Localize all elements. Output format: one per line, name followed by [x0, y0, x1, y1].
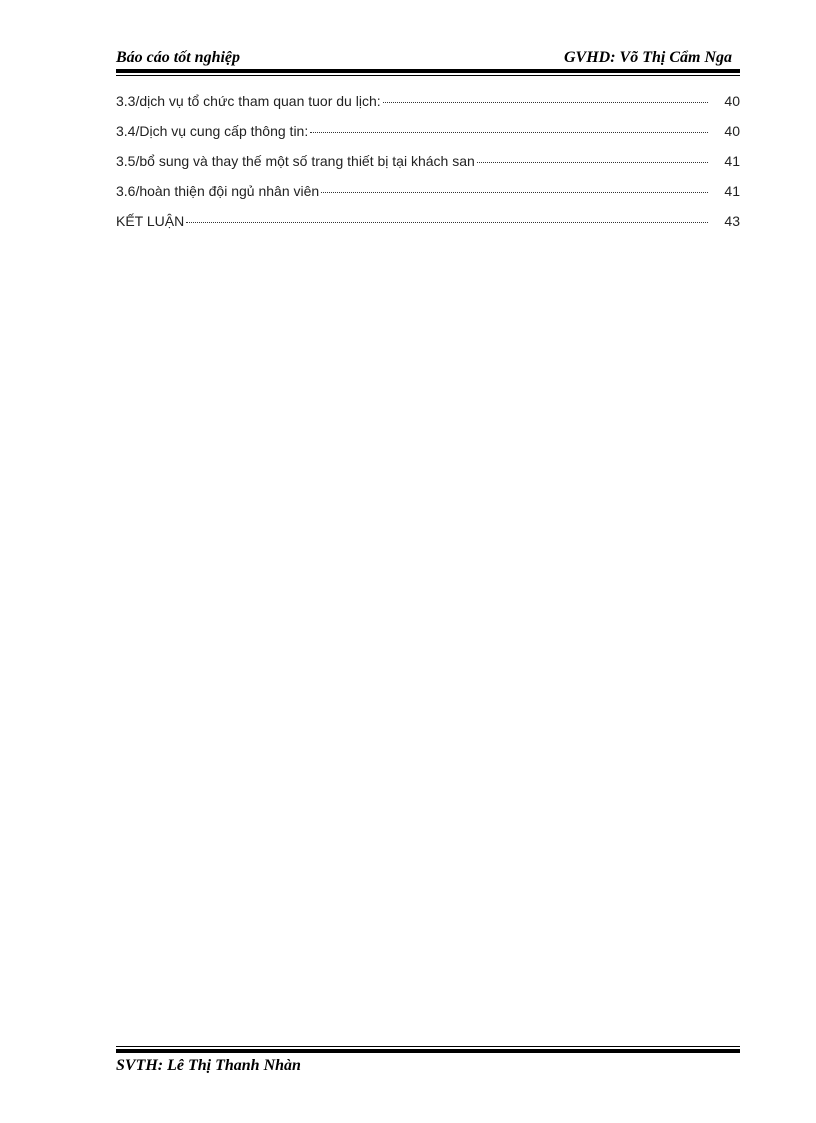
toc-entry-title: 3.5/bổ sung và thay thế một số trang thiết bị tại khách san [116, 153, 475, 169]
student-name: SVTH: Lê Thị Thanh Nhàn [116, 1057, 301, 1074]
footer-rule-thin [116, 1046, 740, 1047]
toc-dot-leader [186, 222, 708, 223]
toc-entry[interactable] [116, 213, 740, 243]
advisor-name: GVHD: Võ Thị Cẩm Nga [563, 49, 732, 66]
toc-dot-leader [321, 192, 708, 193]
page-header [116, 48, 740, 68]
toc-entry[interactable] [116, 93, 740, 123]
footer-rule-thick [116, 1049, 740, 1053]
toc-entry-title: 3.4/Dịch vụ cung cấp thông tin: [116, 123, 309, 139]
toc-entry-page: 41 [724, 153, 740, 169]
header-rule-thin [116, 75, 740, 76]
toc-entry[interactable] [116, 153, 740, 183]
toc-entry-title: 3.6/hoàn thiện đội ngủ nhân viên [116, 183, 320, 199]
toc-entry-title: KẾT LUẬN [116, 213, 185, 229]
toc-entry[interactable] [116, 183, 740, 213]
toc-entry-page: 40 [724, 93, 740, 109]
toc-dot-leader [310, 132, 708, 133]
toc-dot-leader [383, 102, 708, 103]
toc-entry-page: 41 [724, 183, 740, 199]
table-of-contents [116, 93, 740, 243]
page-footer [116, 1056, 740, 1076]
toc-dot-leader [477, 162, 708, 163]
toc-entry-title: 3.3/dịch vụ tổ chức tham quan tuor du lịch: [116, 93, 381, 109]
toc-entry-page: 40 [724, 123, 740, 139]
toc-entry-page: 43 [724, 213, 740, 229]
header-rule-thick [116, 69, 740, 73]
toc-entry[interactable] [116, 123, 740, 153]
report-title: Báo cáo tốt nghiệp [116, 49, 241, 66]
